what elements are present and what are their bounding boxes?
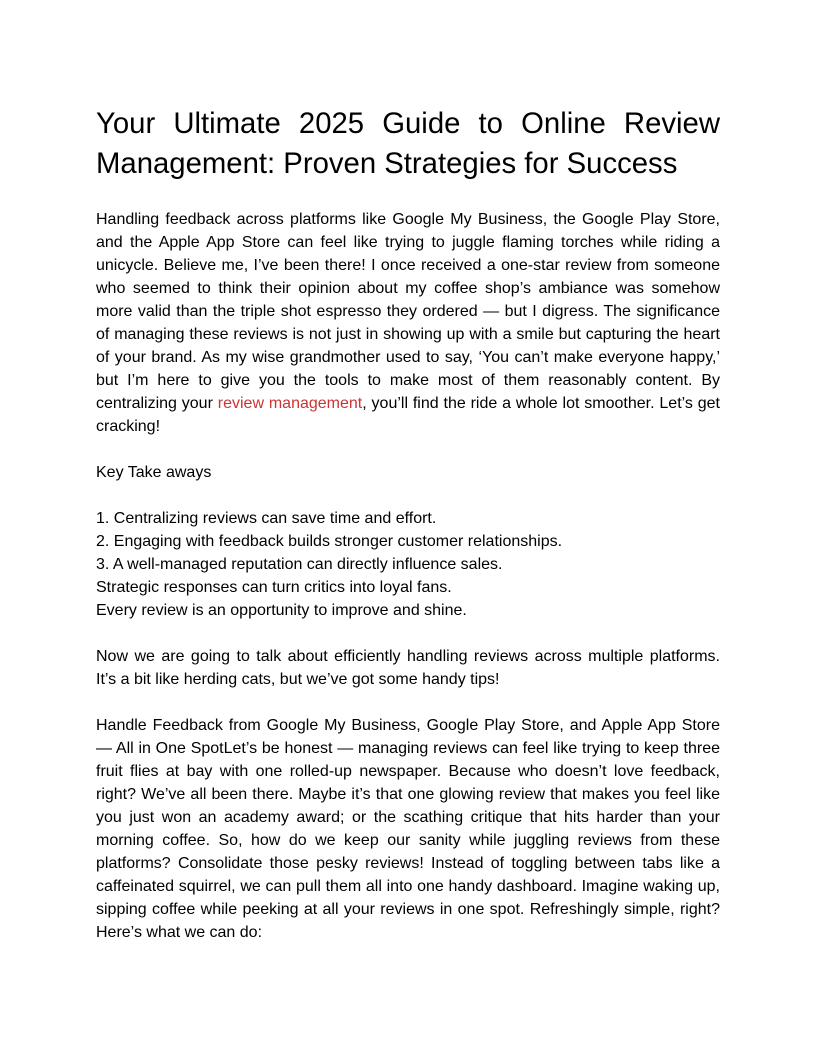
list-item: Every review is an opportunity to improve and shine. <box>96 602 467 619</box>
intro-paragraph <box>96 208 720 438</box>
transition-paragraph: Now we are going to talk about efficiently handling reviews across multiple platforms. It’s a bit like herding cats, but we’ve got some handy tips! <box>96 648 720 688</box>
page-title: Your Ultimate 2025 Guide to Online Review Management: Proven Strategies for Success <box>96 107 720 180</box>
section-paragraph: Handle Feedback from Google My Business, Google Play Store, and Apple App Store — All in One SpotLet’s be honest — managing reviews can feel like trying to keep three fruit flies at bay with one rolled-up newspaper. Because who doesn’t love feedback, right? We’ve all been there. Maybe it’s that one glowing review that makes you feel like you just won an academy award; or the scathing critique that hits harder than your morning coffee. So, how do we keep our sanity while juggling reviews from these platforms? Consolidate those pesky reviews! Instead of toggling between tabs like a caffeinated squirrel, we can pull them all into one handy dashboard. Imagine waking up, sipping coffee while peeking at all your reviews in one spot. Refreshingly simple, right? Here’s what we can do: <box>96 717 720 941</box>
document-page <box>96 104 720 944</box>
takeaways-heading: Key Take aways <box>96 464 212 481</box>
list-item: 3. A well-managed reputation can directly influence sales. <box>96 556 503 573</box>
intro-text-before-link: Handling feedback across platforms like Google My Business, the Google Play Store, and the Apple App Store can feel like trying to juggle flaming torches while riding a unicycle. Believe me, I’ve been there! I once received a one-star review from someone who seemed to think their opinion about my coffee shop’s ambiance was somehow more valid than the triple shot espresso they ordered — but I digress. The significance of managing these reviews is not just in showing up with a smile but capturing the heart of your brand. As my wise grandmother used to say, ‘You can’t make everyone happy,’ but I’m here to give you the tools to make most of them reasonably content. By centralizing your <box>96 211 720 412</box>
list-item: Strategic responses can turn critics into loyal fans. <box>96 579 452 596</box>
document-body <box>96 208 720 944</box>
takeaways-list <box>96 507 720 622</box>
review-management-link[interactable]: review management <box>217 395 363 412</box>
intro-text-after-link: , you’ll find the ride a whole lot smoother. Let’s get cracking! <box>96 395 720 435</box>
list-item: 1. Centralizing reviews can save time and effort. <box>96 510 437 527</box>
list-item: 2. Engaging with feedback builds stronger customer relationships. <box>96 533 563 550</box>
